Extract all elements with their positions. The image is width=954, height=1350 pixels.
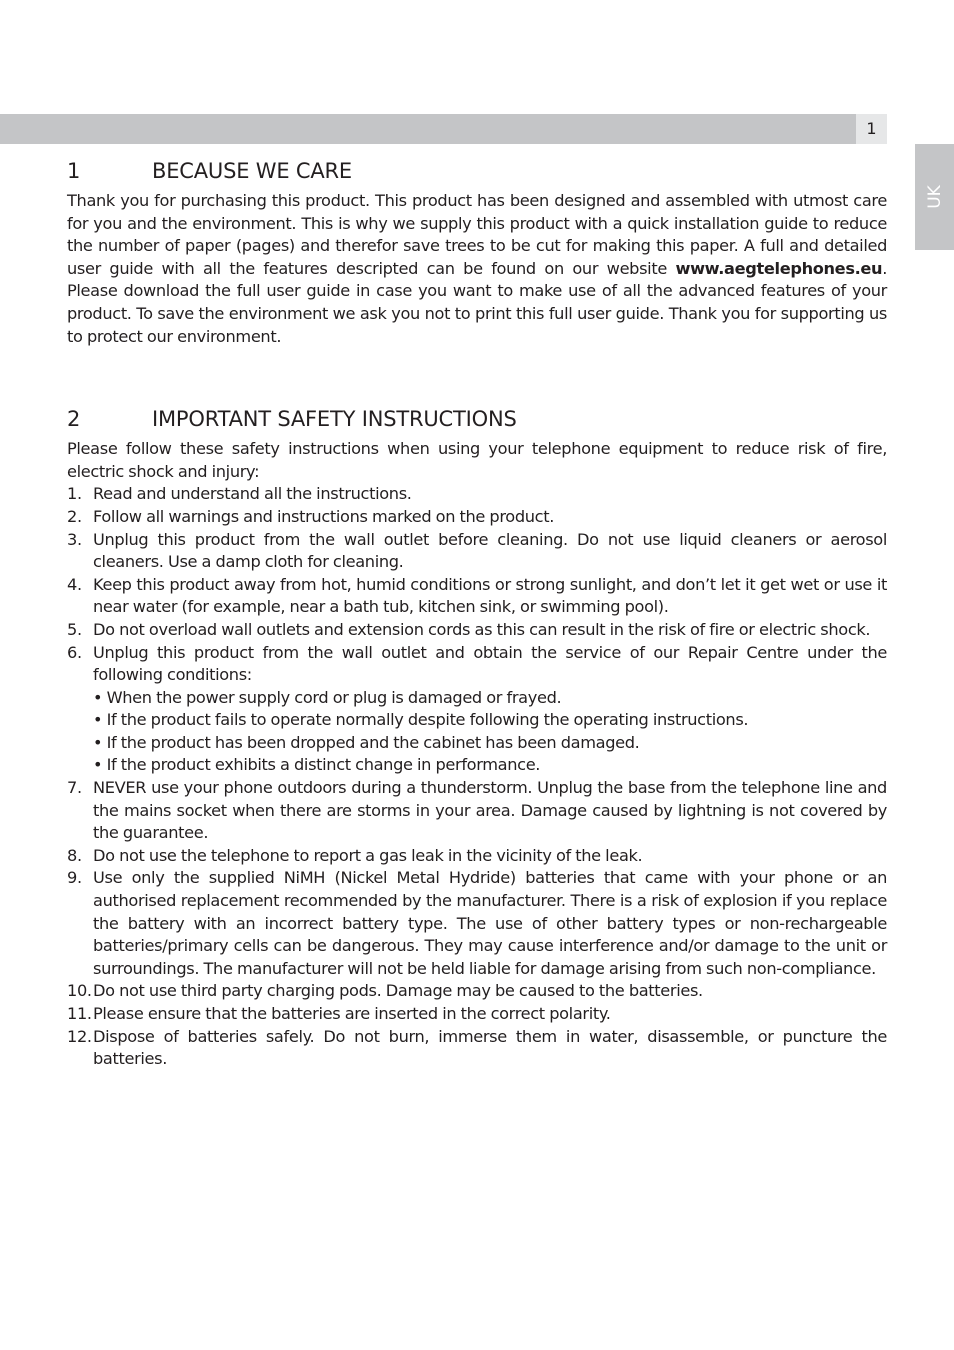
list-item: 8. Do not use the telephone to report a gas leak in the vicinity of the leak.: [67, 845, 643, 865]
intro-paragraph: [67, 190, 887, 348]
list-item: 10. Do not use third party charging pods. Damage may be caused to the batteries.: [67, 981, 703, 1001]
page-content: [67, 156, 887, 1071]
section-number: 1: [67, 159, 81, 183]
intro-text: Thank you for purchasing this product. This product has been designed and assembled with utmost care for you and the environment. This is why we supply this product with a quick installation guide to reduce the number of paper (pages) and therefor save trees to be cut for making this paper. A full and detailed user guide with all the features descripted can be found on our website: [67, 191, 887, 278]
condition-item: • When the power supply cord or plug is damaged or frayed.: [93, 687, 562, 707]
language-tab-label: UK: [924, 185, 945, 209]
section-heading: [67, 156, 887, 186]
list-item: 9. Use only the supplied NiMH (Nickel Metal Hydride) batteries that came with your phone or an authorised replacement recommended by the manufacturer. There is a risk of explosion if you replace the battery with an incorrect battery type. The use of other battery types or non-rechargeable batteries/primary cells can be dangerous. They may cause interference and/or damage to the unit or surroundings. The manufacturer will not be held liable for damage arising from such non-compliance.: [67, 868, 887, 978]
page-number: 1: [856, 114, 887, 144]
website-link[interactable]: www.aegtelephones.eu: [675, 258, 883, 278]
condition-item: • If the product has been dropped and the cabinet has been damaged.: [93, 732, 640, 752]
section-title: BECAUSE WE CARE: [152, 159, 352, 183]
intro-text-continued: . Please download the full user guide in case you want to make use of all the advanced features of your product. To save the environment we ask you not to print this full user guide. Thank you for supporting us to protect our environment.: [67, 258, 887, 346]
list-item: 12. Dispose of batteries safely. Do not burn, immerse them in water, disassemble, or puncture the batteries.: [67, 1026, 887, 1069]
condition-item: • If the product exhibits a distinct change in performance.: [93, 755, 541, 775]
list-item: 4. Keep this product away from hot, humid conditions or strong sunlight, and don’t let it get wet or use it near water (for example, near a bath tub, kitchen sink, or swimming pool).: [67, 574, 887, 617]
safety-intro: Please follow these safety instructions when using your telephone equipment to reduce risk of fire, electric shock and injury:: [67, 439, 887, 481]
condition-item: • If the product fails to operate normally despite following the operating instructions.: [93, 710, 749, 730]
list-item: 6. Unplug this product from the wall outlet and obtain the service of our Repair Centre under the following conditions: • When the power supply cord or plug is damaged or frayed. • If the product fails to operate normally despite following the operating instructions. • If the product has been dropped and the cabinet has been damaged. • If the product exhibits a distinct change in performance.: [67, 642, 887, 778]
list-item: 2. Follow all warnings and instructions marked on the product.: [67, 506, 555, 526]
list-item: 1. Read and understand all the instructions.: [67, 484, 412, 504]
section-number: 2: [67, 407, 81, 432]
safety-list: [67, 483, 887, 1070]
list-item: 11. Please ensure that the batteries are inserted in the correct polarity.: [67, 1004, 611, 1023]
condition-list: [93, 687, 887, 777]
header-band: [0, 114, 856, 144]
section-title: IMPORTANT SAFETY INSTRUCTIONS: [152, 407, 517, 432]
language-tab: [915, 144, 954, 250]
list-item: 3. Unplug this product from the wall outlet before cleaning. Do not use liquid cleaners or aerosol cleaners. Use a damp cloth for cleaning.: [67, 529, 887, 572]
list-item: 7. NEVER use your phone outdoors during a thunderstorm. Unplug the base from the telephone line and the mains socket when there are storms in your area. Damage caused by lightning is not covered by the guarantee.: [67, 778, 887, 843]
list-item: 5. Do not overload wall outlets and extension cords as this can result in the risk of fire or electric shock.: [67, 619, 871, 639]
section-heading: [67, 404, 887, 434]
